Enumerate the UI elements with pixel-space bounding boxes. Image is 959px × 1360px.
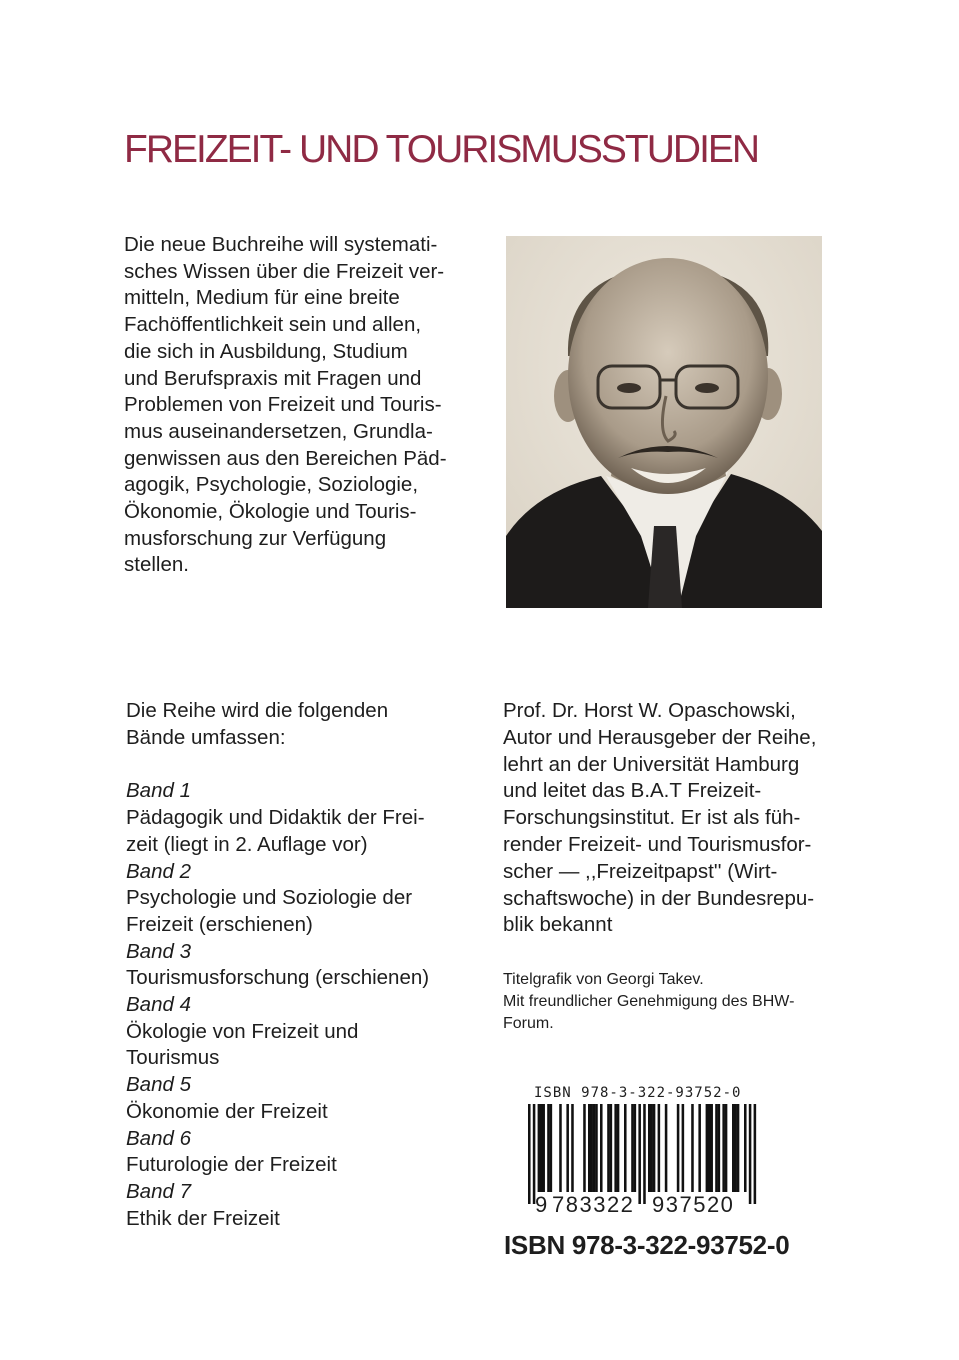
text-line: Die neue Buchreihe will systemati-: [124, 233, 438, 256]
volume-title: Ökologie von Freizeit und: [126, 1019, 359, 1043]
barcode-bar: [631, 1104, 634, 1192]
barcode-bar: [708, 1104, 711, 1192]
barcode-bar: [698, 1104, 701, 1192]
text-line: mus auseinandersetzen, Grundla-: [124, 419, 433, 443]
volume-list-intro: Die Reihe wird die folgenden: [126, 699, 389, 722]
barcode-bar: [538, 1104, 541, 1192]
barcode-bar: [595, 1104, 598, 1192]
volume-title: Futurologie der Freizeit: [126, 1153, 337, 1177]
text-line: scher — ,,Freizeitpapst'' (Wirt-: [503, 859, 778, 883]
barcode-bar: [665, 1104, 668, 1192]
barcode-bar: [706, 1104, 709, 1192]
volume-list-intro: Bände umfassen:: [126, 725, 286, 749]
volume-title: Tourismusforschung (erschienen): [126, 966, 430, 990]
barcode-bar: [542, 1104, 545, 1192]
volume-title: Pädagogik und Didaktik der Frei-: [126, 806, 425, 830]
barcode-bar: [754, 1104, 757, 1204]
barcode-bar: [607, 1104, 610, 1192]
text-line: render Freizeit- und Tourismusfor-: [503, 832, 812, 856]
author-portrait-illustration: [506, 236, 822, 608]
barcode-bar: [617, 1104, 620, 1192]
barcode-bar: [547, 1104, 550, 1192]
text-line: Mit freundlicher Genehmigung des BHW-: [503, 993, 795, 1010]
volume-label: Band 6: [126, 1126, 191, 1150]
barcode-bar: [732, 1104, 735, 1192]
barcode-bars: [528, 1104, 756, 1204]
barcode-bar: [528, 1104, 531, 1204]
barcode-bar: [624, 1104, 627, 1192]
ean-digits-right: 937520: [652, 1192, 735, 1217]
text-line: Forschungsinstitut. Er ist als füh-: [503, 806, 801, 830]
barcode-bar: [571, 1104, 574, 1192]
text-line: musforschung zur Verfügung: [124, 526, 387, 550]
series-title: FREIZEIT- UND TOURISMUSSTUDIEN: [124, 128, 759, 171]
volume-title: Ethik der Freizeit: [126, 1206, 280, 1230]
barcode-bar: [691, 1104, 694, 1192]
barcode-bar: [737, 1104, 740, 1192]
barcode-bar: [734, 1104, 737, 1192]
text-line: schaftswoche) in der Bundesrepu-: [503, 886, 815, 910]
volume-label: Band 4: [126, 993, 191, 1017]
barcode-bar: [677, 1104, 680, 1192]
barcode-isbn-label: ISBN 978-3-322-93752-0: [534, 1085, 742, 1101]
barcode: [528, 1104, 756, 1192]
text-line: Forum.: [503, 1015, 554, 1032]
barcode-bar: [682, 1104, 685, 1192]
barcode-bar: [715, 1104, 718, 1192]
barcode-bar: [540, 1104, 543, 1192]
volume-label: Band 2: [126, 859, 191, 883]
text-line: lehrt an der Universität Hamburg: [503, 752, 800, 776]
volume-title: Tourismus: [126, 1046, 220, 1070]
barcode-bar: [588, 1104, 591, 1192]
series-description: [124, 232, 447, 579]
barcode-bar: [533, 1104, 536, 1204]
text-line: blik bekannt: [503, 913, 613, 937]
barcode-bar: [559, 1104, 562, 1192]
volume-title: Ökonomie der Freizeit: [126, 1099, 328, 1123]
barcode-bar: [614, 1104, 617, 1192]
text-line: Problemen von Freizeit und Touris-: [124, 393, 442, 417]
text-line: Ökonomie, Ökologie und Touris-: [124, 500, 417, 524]
volume-list: [126, 698, 429, 1232]
barcode-bar: [650, 1104, 653, 1192]
barcode-bar: [643, 1104, 646, 1204]
volume-label: Band 3: [126, 939, 191, 963]
author-photo: [506, 236, 822, 608]
barcode-bar: [593, 1104, 596, 1192]
barcode-bar: [610, 1104, 613, 1192]
volume-label: Band 1: [126, 779, 191, 803]
barcode-bar: [722, 1104, 725, 1192]
text-line: stellen.: [124, 553, 189, 577]
ean-digit-lead: 9: [535, 1192, 548, 1217]
text-line: sches Wissen über die Freizeit ver-: [124, 259, 445, 283]
barcode-bar: [590, 1104, 593, 1192]
barcode-bar: [710, 1104, 713, 1192]
barcode-bar: [550, 1104, 553, 1192]
text-line: Prof. Dr. Horst W. Opaschowski,: [503, 699, 796, 722]
barcode-bar: [725, 1104, 728, 1192]
volume-title: zeit (liegt in 2. Auflage vor): [126, 832, 368, 856]
text-line: und Berufspraxis mit Fragen und: [124, 366, 422, 390]
text-line: genwissen aus den Bereichen Päd-: [124, 446, 447, 470]
text-line: Autor und Herausgeber der Reihe,: [503, 725, 817, 749]
text-line: Titelgrafik von Georgi Takev.: [503, 971, 704, 988]
barcode-bar: [638, 1104, 641, 1204]
barcode-bar: [634, 1104, 637, 1192]
barcode-bar: [566, 1104, 569, 1192]
text-line: die sich in Ausbildung, Studium: [124, 339, 408, 363]
barcode-bar: [718, 1104, 721, 1192]
text-line: agogik, Psychologie, Soziologie,: [124, 473, 419, 497]
barcode-bar: [600, 1104, 603, 1192]
volume-title: Psychologie und Soziologie der: [126, 886, 413, 910]
volume-label: Band 5: [126, 1073, 191, 1097]
volume-label: Band 7: [126, 1179, 191, 1203]
text-line: und leitet das B.A.T Freizeit-: [503, 779, 762, 803]
cover-credits: [503, 969, 794, 1035]
text-line: Fachöffentlichkeit sein und allen,: [124, 313, 422, 337]
volume-title: Freizeit (erschienen): [126, 912, 313, 936]
ean-digits-left: 783322: [552, 1192, 635, 1217]
text-line: mitteln, Medium für eine breite: [124, 286, 400, 310]
isbn-number: ISBN 978-3-322-93752-0: [504, 1230, 790, 1260]
barcode-bar: [653, 1104, 656, 1192]
barcode-bar: [749, 1104, 752, 1204]
barcode-bar: [583, 1104, 586, 1192]
barcode-bar: [648, 1104, 651, 1192]
barcode-bar: [658, 1104, 661, 1192]
author-bio: [503, 698, 816, 939]
barcode-bar: [744, 1104, 747, 1192]
